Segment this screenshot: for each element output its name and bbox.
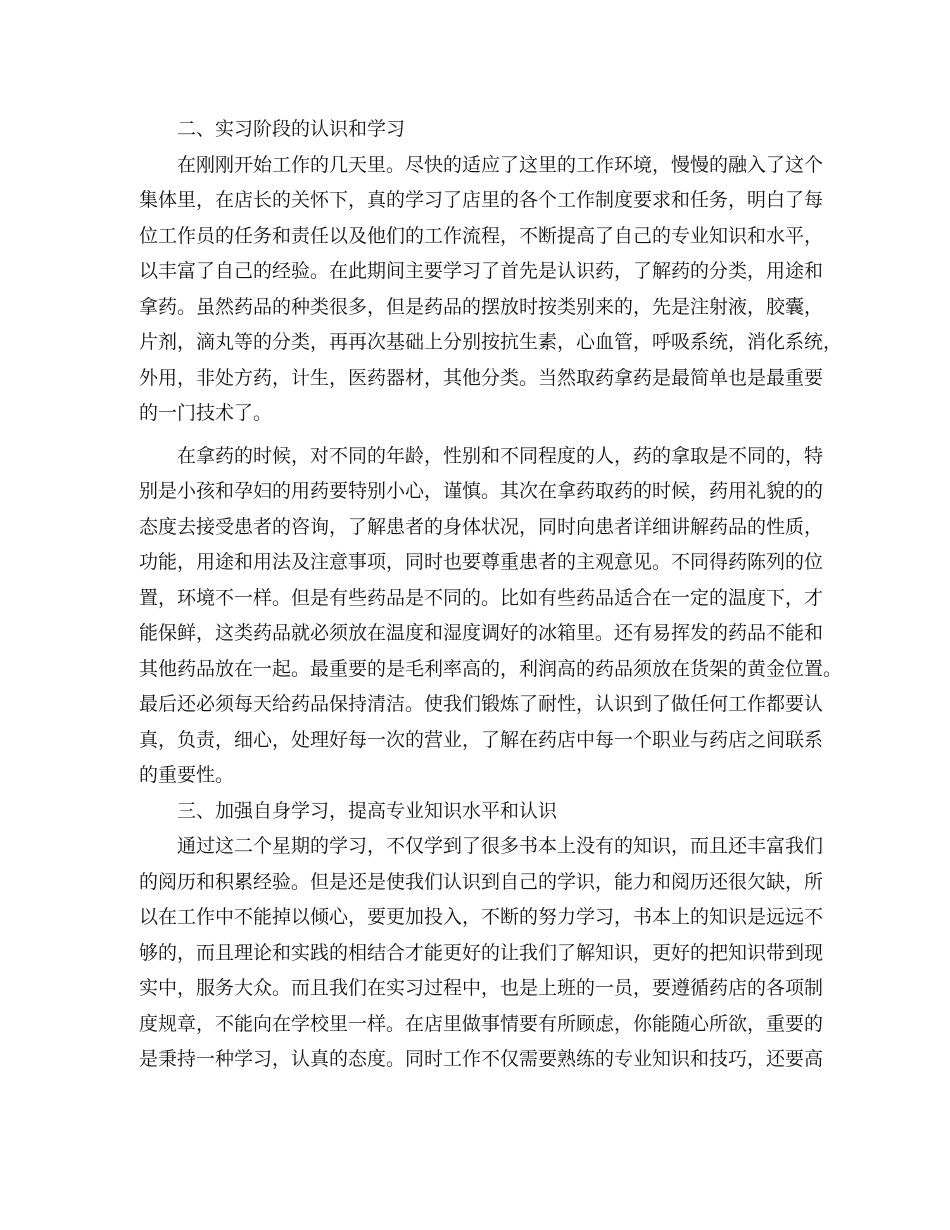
paragraph-line: 最后还必须每天给药品保持清洁。使我们锻炼了耐性，认识到了做任何工作都要认 <box>139 693 824 715</box>
paragraph-line: 的阅历和积累经验。但是还是使我们认识到自己的学识，能力和阅历还很欠缺，所 <box>139 870 824 893</box>
paragraph-line: 够的，而且理论和实践的相结合才能更好的让我们了解知识，更好的把知识带到现 <box>139 941 824 964</box>
paragraph-line: 别是小孩和孕妇的用药要特别小心，谨慎。其次在拿药取药的时候，药用礼貌的的 <box>139 480 824 502</box>
paragraph-line: 位工作员的任务和责任以及他们的工作流程，不断提高了自己的专业知识和水平， <box>139 224 824 247</box>
paragraph-line: 在拿药的时候，对不同的年龄，性别和不同程度的人，药的拿取是不同的，特 <box>177 444 824 467</box>
paragraph-line: 在刚刚开始工作的几天里。尽快的适应了这里的工作环境，慢慢的融入了这个 <box>177 153 824 176</box>
paragraph-line: 真，负责，细心，处理好每一次的营业，了解在药店中每一个职业与药店之间联系 <box>139 728 824 751</box>
paragraph-line: 片剂，滴丸等的分类，再再次基础上分别按抗生素，心血管，呼吸系统，消化系统， <box>139 331 843 353</box>
paragraph-line: 通过这二个星期的学习，不仅学到了很多书本上没有的知识，而且还丰富我们 <box>177 835 824 857</box>
paragraph-line: 外用，非处方药，计生，医药器材，其他分类。当然取药拿药是最简单也是最重要 <box>139 366 824 389</box>
paragraph-line: 是秉持一种学习，认真的态度。同时工作不仅需要熟练的专业知识和技巧，还要高 <box>139 1048 824 1070</box>
document-body <box>139 112 843 1078</box>
section-heading: 三、加强自身学习，提高专业知识水平和认识 <box>177 799 558 822</box>
paragraph-line: 实中，服务大众。而且我们在实习过程中，也是上班的一员，要遵循药店的各项制 <box>139 977 824 999</box>
paragraph-line: 度规章，不能向在学校里一样。在店里做事情要有所顾虑，你能随心所欲，重要的 <box>139 1012 824 1035</box>
paragraph-line: 以丰富了自己的经验。在此期间主要学习了首先是认识药，了解药的分类，用途和 <box>139 260 824 282</box>
paragraph-line: 集体里，在店长的关怀下，真的学习了店里的各个工作制度要求和任务，明白了每 <box>139 189 824 211</box>
paragraph-line: 能保鲜，这类药品就必须放在温度和湿度调好的冰箱里。还有易挥发的药品不能和 <box>139 622 824 644</box>
paragraph-line: 以在工作中不能掉以倾心，要更加投入，不断的努力学习，书本上的知识是远远不 <box>139 906 824 928</box>
paragraph-line: 置，环境不一样。但是有些药品是不同的。比如有些药品适合在一定的温度下，才 <box>139 586 824 609</box>
paragraph-line: 其他药品放在一起。最重要的是毛利率高的，利润高的药品须放在货架的黄金位置。 <box>139 657 843 680</box>
section-heading: 二、实习阶段的认识和学习 <box>177 118 406 140</box>
paragraph-line: 态度去接受患者的咨询，了解患者的身体状况，同时向患者详细讲解药品的性质， <box>139 515 824 538</box>
paragraph-line: 功能，用途和用法及注意事项，同时也要尊重患者的主观意见。不同得药陈列的位 <box>139 551 824 573</box>
paragraph-line: 的一门技术了。 <box>139 402 273 424</box>
paragraph-line: 的重要性。 <box>139 764 235 786</box>
paragraph-line: 拿药。虽然药品的种类很多，但是药品的摆放时按类别来的，先是注射液，胶囊， <box>139 295 824 318</box>
